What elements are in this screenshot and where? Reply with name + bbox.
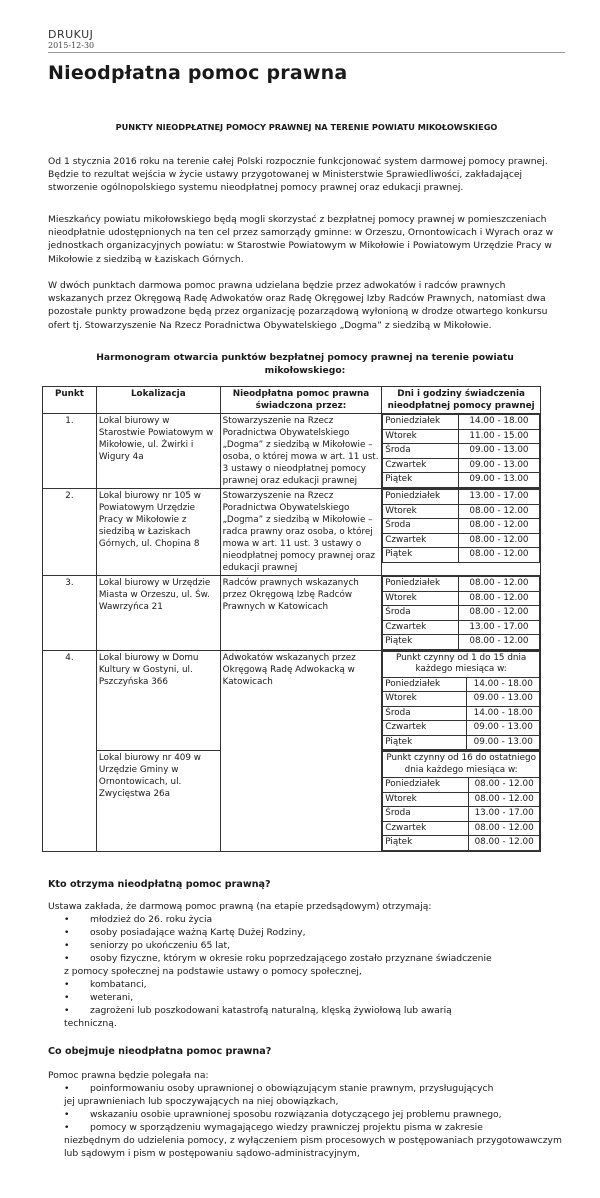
schedule-table xyxy=(42,386,541,852)
col-header-lokalizacja: Lokalizacja xyxy=(96,387,220,414)
row-provider: Radców prawnych wskazanych przez Okręgową Izbę Radców Prawnych w Katowicach xyxy=(220,576,382,651)
hours-value: 13.00 - 17.00 xyxy=(458,490,539,505)
table-row xyxy=(43,576,541,651)
hours-value: 08.00 - 12.00 xyxy=(469,792,540,807)
row-hours xyxy=(382,489,541,576)
bullet-icon: • xyxy=(64,992,70,1003)
row-provider: Stowarzyszenie na Rzecz Poradnictwa Obywatelskiego „Dogma” z siedzibą w Mikołowie – radca prawny oraz osoba, o której mowa w art. 11 ust. 3 ustawy o nieodpłatnej pomocy prawnej oraz edukacji prawnej xyxy=(220,489,382,576)
day-label: Piątek xyxy=(383,548,459,563)
hours-table xyxy=(382,489,540,563)
day-label: Środa xyxy=(383,706,467,721)
row-location: Lokal biurowy w Urzędzie Miasta w Orzeszu, ul. Św. Wawrzyńca 21 xyxy=(96,576,220,651)
list-item: • pomocy w sporządzeniu wymagającego wiedzy prawniczej projektu pisma w zakresie xyxy=(64,1122,483,1133)
list-item: • wskazaniu osobie uprawnionej sposobu rozwiązania dotyczącego jej problemu prawnego, xyxy=(64,1109,502,1120)
hours-value: 08.00 - 12.00 xyxy=(469,778,540,793)
hours-value: 09.00 - 13.00 xyxy=(467,692,540,707)
day-label: Piątek xyxy=(383,735,467,750)
hours-value: 08.00 - 12.00 xyxy=(469,821,540,836)
day-label: Wtorek xyxy=(383,504,459,519)
row-number: 1. xyxy=(43,414,97,489)
hours-value: 13.00 - 17.00 xyxy=(458,620,539,635)
table-row xyxy=(43,650,541,751)
bullet-icon: • xyxy=(64,940,70,951)
hours-value: 09.00 - 13.00 xyxy=(467,721,540,736)
day-label: Czwartek xyxy=(383,620,459,635)
row-location: Lokal biurowy w Starostwie Powiatowym w Mikołowie, ul. Żwirki i Wigury 4a xyxy=(96,414,220,489)
paragraph-locations: Mieszkańcy powiatu mikołowskiego będą mogli skorzystać z bezpłatnej pomocy prawnej w pomieszczeniach nieodpłatnie udostępnionych na ten cel przez samorządy gminne: w Orzeszu, Ornontowicach i Wyrach oraz w jednostkach organizacyjnych powiatu: w Starostwie Powiatowym w Mikołowie i Powiatowym Urzędzie Pracy w Mikołowie z siedzibą w Łaziskach Górnych. xyxy=(48,214,554,265)
list-item: • poinformowaniu osoby uprawnionej o obowiązującym stanie prawnym, przysługujących xyxy=(64,1083,494,1094)
list-item: • seniorzy po ukończeniu 65 lat, xyxy=(64,940,230,951)
hours-value: 09.00 - 13.00 xyxy=(458,458,539,473)
hours-value: 08.00 - 12.00 xyxy=(458,577,539,592)
who-intro: Ustawa zakłada, że darmową pomoc prawną (na etapie przedsądowym) otrzymają: xyxy=(48,901,432,912)
list-item-continuation: techniczną. xyxy=(64,1018,117,1029)
bullet-icon: • xyxy=(64,1109,70,1120)
day-label: Środa xyxy=(383,519,459,534)
day-label: Środa xyxy=(383,444,459,459)
row-hours xyxy=(382,414,541,489)
row-hours xyxy=(382,650,541,751)
day-label: Czwartek xyxy=(383,533,459,548)
row-number: 3. xyxy=(43,576,97,651)
hours-note: Punkt czynny od 1 do 15 dnia każdego miesiąca w: xyxy=(383,651,540,677)
list-item: • osoby fizyczne, którym w okresie roku poprzedzającego zostało przyznane świadczenie xyxy=(64,953,492,964)
list-item: • młodzież do 26. roku życia xyxy=(64,914,213,925)
hours-value: 08.00 - 12.00 xyxy=(458,533,539,548)
hours-value: 08.00 - 12.00 xyxy=(469,836,540,851)
hours-value: 09.00 - 13.00 xyxy=(467,735,540,750)
row-provider: Stowarzyszenie na Rzecz Poradnictwa Obywatelskiego „Dogma” z siedzibą w Mikołowie – osoba, o której mowa w art. 11 ust. 3 ustawy o nieodpłatnej pomocy prawnej oraz edukacji prawnej xyxy=(220,414,382,489)
table-row xyxy=(43,414,541,489)
hours-value: 08.00 - 12.00 xyxy=(458,635,539,650)
row-location: Lokal biurowy w Domu Kultury w Gostyni, ul. Pszczyńska 366 xyxy=(96,650,220,751)
row-number: 4. xyxy=(43,650,97,851)
page-title: Nieodpłatna pomoc prawna xyxy=(48,62,348,84)
hours-table xyxy=(382,651,540,751)
day-label: Czwartek xyxy=(383,458,459,473)
col-header-provider: Nieodpłatna pomoc prawna świadczona przez: xyxy=(220,387,382,414)
hours-value: 09.00 - 13.00 xyxy=(458,444,539,459)
day-label: Poniedziałek xyxy=(383,778,469,793)
hours-value: 08.00 - 12.00 xyxy=(458,591,539,606)
day-label: Piątek xyxy=(383,473,459,488)
row-hours xyxy=(382,751,541,852)
what-section xyxy=(48,1069,568,1160)
print-label[interactable]: DRUKUJ xyxy=(48,28,94,41)
hours-value: 11.00 - 15.00 xyxy=(458,429,539,444)
day-label: Poniedziałek xyxy=(383,415,459,430)
day-label: Wtorek xyxy=(383,692,467,707)
who-section xyxy=(48,900,568,1030)
hours-value: 08.00 - 12.00 xyxy=(458,504,539,519)
list-item-continuation: jej uprawnieniach lub spoczywających na niej obowiązkach, xyxy=(64,1096,339,1107)
hours-table xyxy=(382,414,540,488)
hours-value: 08.00 - 12.00 xyxy=(458,519,539,534)
hours-value: 08.00 - 12.00 xyxy=(458,606,539,621)
table-row xyxy=(43,489,541,576)
day-label: Wtorek xyxy=(383,429,459,444)
col-header-punkt: Punkt xyxy=(43,387,97,414)
hours-table xyxy=(382,576,540,650)
day-label: Poniedziałek xyxy=(383,577,459,592)
day-label: Piątek xyxy=(383,635,459,650)
header-divider xyxy=(48,52,565,53)
hours-value: 13.00 - 17.00 xyxy=(469,807,540,822)
hours-value: 14.00 - 18.00 xyxy=(467,706,540,721)
bullet-icon: • xyxy=(64,927,70,938)
table-header-row xyxy=(43,387,541,414)
hours-value: 14.00 - 18.00 xyxy=(458,415,539,430)
schedule-title: Harmonogram otwarcia punktów bezpłatnej pomocy prawnej na terenie powiatu mikołowskiego: xyxy=(96,352,514,376)
paragraph-providers: W dwóch punktach darmowa pomoc prawna udzielana będzie przez adwokatów i radców prawnych wskazanych przez Okręgową Radę Adwokatów oraz Radę Okręgowej Izby Radców Prawnych, natomiast dwa pozostałe punkty prowadzone będą przez organizację pozarządową wyłonioną w drodze otwartego konkursu ofert tj. Stowarzyszenie Na Rzecz Poradnictwa Obywatelskiego „Dogma” z siedzibą w Mikołowie. xyxy=(48,280,548,331)
row-location: Lokal biurowy nr 409 w Urzędzie Gminy w Ornontowicach, ul. Zwycięstwa 26a xyxy=(96,751,220,852)
what-heading: Co obejmuje nieodpłatna pomoc prawna? xyxy=(48,1046,272,1057)
day-label: Czwartek xyxy=(383,821,469,836)
bullet-icon: • xyxy=(64,953,70,964)
row-hours xyxy=(382,576,541,651)
hours-value: 14.00 - 18.00 xyxy=(467,677,540,692)
list-item-continuation: z pomocy społecznej na podstawie ustawy o pomocy społecznej, xyxy=(64,966,362,977)
day-label: Wtorek xyxy=(383,591,459,606)
day-label: Wtorek xyxy=(383,792,469,807)
bullet-icon: • xyxy=(64,1005,70,1016)
day-label: Poniedziałek xyxy=(383,677,467,692)
list-item-continuation: niezbędnym do udzielenia pomocy, z wyłączeniem pism procesowych w postępowaniach przygotowawczym lub sądowym i pism w postępowaniu sądowo-administracyjnym, xyxy=(64,1135,562,1159)
list-item: • zagrożeni lub poszkodowani katastrofą naturalną, klęską żywiołową lub awarią xyxy=(64,1005,452,1016)
list-item: • kombatanci, xyxy=(64,979,147,990)
list-item: • osoby posiadające ważną Kartę Dużej Rodziny, xyxy=(64,927,306,938)
day-label: Czwartek xyxy=(383,721,467,736)
bullet-icon: • xyxy=(64,979,70,990)
hours-note: Punkt czynny od 16 do ostatniego dnia każdego miesiąca w: xyxy=(383,752,540,778)
row-location: Lokal biurowy nr 105 w Powiatowym Urzędzie Pracy w Mikołowie z siedzibą w Łaziskach Górnych, ul. Chopina 8 xyxy=(96,489,220,576)
day-label: Środa xyxy=(383,606,459,621)
bullet-icon: • xyxy=(64,1083,70,1094)
hours-table xyxy=(382,751,540,851)
bullet-icon: • xyxy=(64,1122,70,1133)
document-subtitle: PUNKTY NIEODPŁATNEJ POMOCY PRAWNEJ NA TERENIE POWIATU MIKOŁOWSKIEGO xyxy=(115,122,498,132)
bullet-icon: • xyxy=(64,914,70,925)
row-number: 2. xyxy=(43,489,97,576)
day-label: Piątek xyxy=(383,836,469,851)
col-header-hours: Dni i godziny świadczenia nieodpłatnej pomocy prawnej xyxy=(382,387,541,414)
hours-value: 08.00 - 12.00 xyxy=(458,548,539,563)
who-heading: Kto otrzyma nieodpłatną pomoc prawną? xyxy=(48,879,271,890)
print-date: 2015-12-30 xyxy=(48,41,95,50)
paragraph-intro: Od 1 stycznia 2016 roku na terenie całej Polski rozpocznie funkcjonować system darmowej pomocy prawnej. Będzie to rezultat wejścia w życie ustawy przygotowanej w Ministerstwie Sprawiedliwości, zakładającej stworzenie ogólnopolskiego systemu nieodpłatnej pomocy prawnej oraz edukacji prawnej. xyxy=(48,156,548,194)
row-provider: Adwokatów wskazanych przez Okręgową Radę Adwokacką w Katowicach xyxy=(220,650,382,851)
list-item: • weterani, xyxy=(64,992,134,1003)
what-intro: Pomoc prawna będzie polegała na: xyxy=(48,1070,209,1081)
hours-value: 09.00 - 13.00 xyxy=(458,473,539,488)
day-label: Poniedziałek xyxy=(383,490,459,505)
day-label: Środa xyxy=(383,807,469,822)
